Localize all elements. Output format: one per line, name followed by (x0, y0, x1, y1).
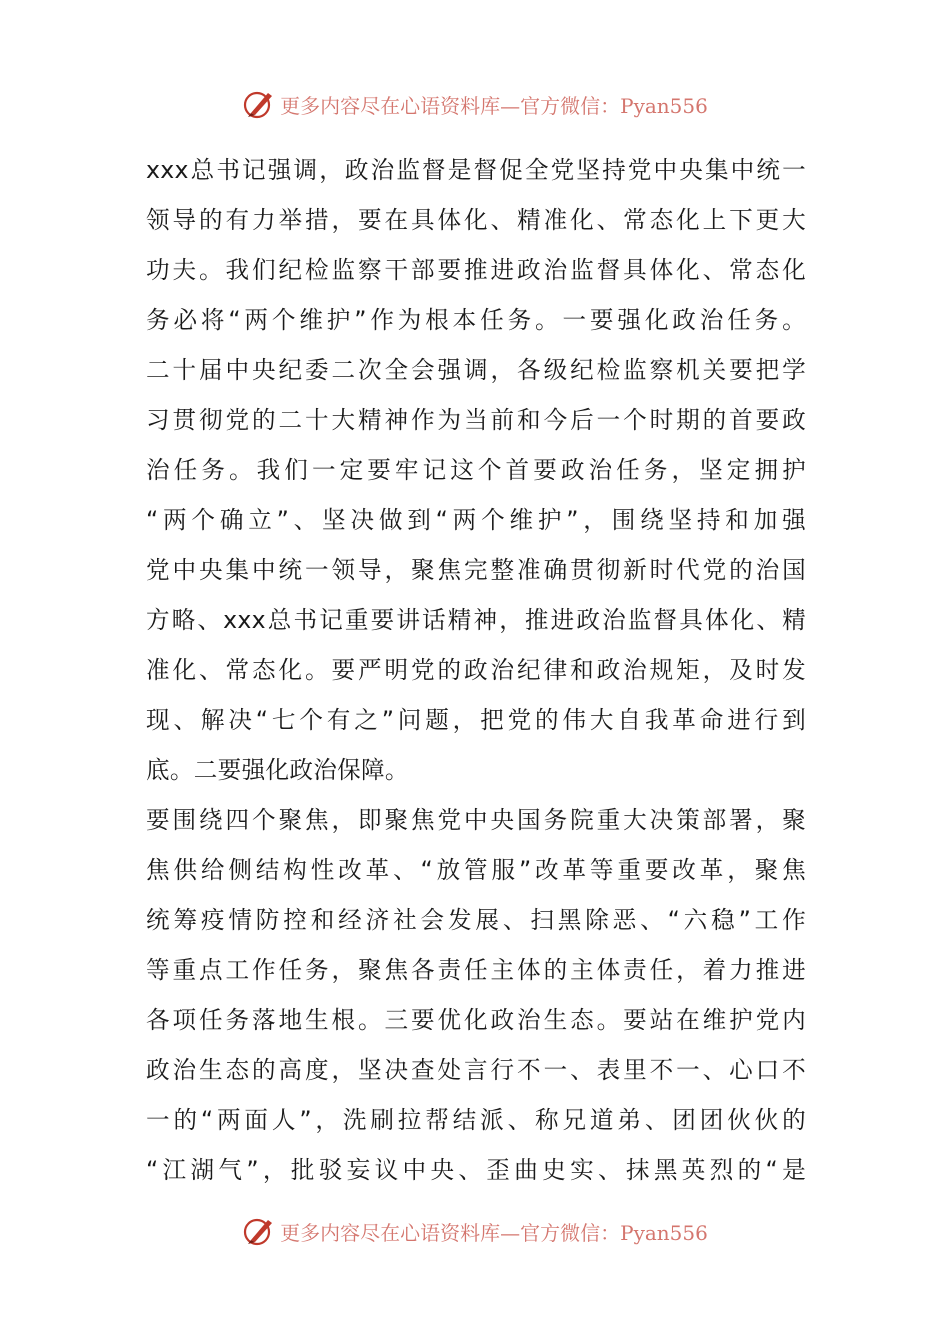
footer-banner-text: 更多内容尽在心语资料库—官方微信：Pyan556 (280, 1220, 708, 1245)
body-line: 党中央集中统一领导，聚焦完整准确贯彻新时代党的治国 (146, 556, 806, 584)
body-line: 方略、xxx总书记重要讲话精神，推进政治监督具体化、精 (146, 606, 806, 634)
header-banner-text: 更多内容尽在心语资料库—官方微信：Pyan556 (280, 93, 708, 118)
document-body (146, 145, 806, 1195)
body-line: 焦供给侧结构性改革、“放管服”改革等重要改革，聚焦 (146, 856, 806, 884)
body-line: 治任务。我们一定要牢记这个首要政治任务，坚定拥护 (146, 456, 806, 484)
body-line: 等重点工作任务，聚焦各责任主体的主体责任，着力推进 (146, 956, 806, 984)
body-line: 一的“两面人”，洗刷拉帮结派、称兄道弟、团团伙伙的 (146, 1106, 806, 1134)
body-line: 底。二要强化政治保障。 (146, 756, 409, 784)
body-line: 领导的有力举措，要在具体化、精准化、常态化上下更大 (146, 206, 806, 234)
body-line: 要围绕四个聚焦，即聚焦党中央国务院重大决策部署，聚 (146, 806, 806, 834)
footer-banner (0, 1211, 950, 1251)
header-banner (0, 84, 950, 124)
body-line: 功夫。我们纪检监察干部要推进政治监督具体化、常态化 (146, 256, 806, 284)
body-line: 务必将“两个维护”作为根本任务。一要强化政治任务。 (146, 306, 806, 334)
body-line: 准化、常态化。要严明党的政治纪律和政治规矩，及时发 (146, 656, 806, 684)
body-line: 习贯彻党的二十大精神作为当前和今后一个时期的首要政 (146, 406, 806, 434)
body-line: 二十届中央纪委二次全会强调，各级纪检监察机关要把学 (146, 356, 806, 384)
pen-logo-icon (242, 1214, 276, 1248)
body-line: xxx总书记强调，政治监督是督促全党坚持党中央集中统一 (146, 156, 806, 184)
body-line: “江湖气”，批驳妄议中央、歪曲史实、抹黑英烈的“是 (146, 1156, 806, 1184)
body-line: “两个确立”、坚决做到“两个维护”，围绕坚持和加强 (146, 506, 806, 534)
body-line: 政治生态的高度，坚决查处言行不一、表里不一、心口不 (146, 1056, 806, 1084)
body-line: 各项任务落地生根。三要优化政治生态。要站在维护党内 (146, 1006, 806, 1034)
pen-logo-icon (242, 87, 276, 121)
body-line: 现、解决“七个有之”问题，把党的伟大自我革命进行到 (146, 706, 806, 734)
body-line: 统筹疫情防控和经济社会发展、扫黑除恶、“六稳”工作 (146, 906, 806, 934)
